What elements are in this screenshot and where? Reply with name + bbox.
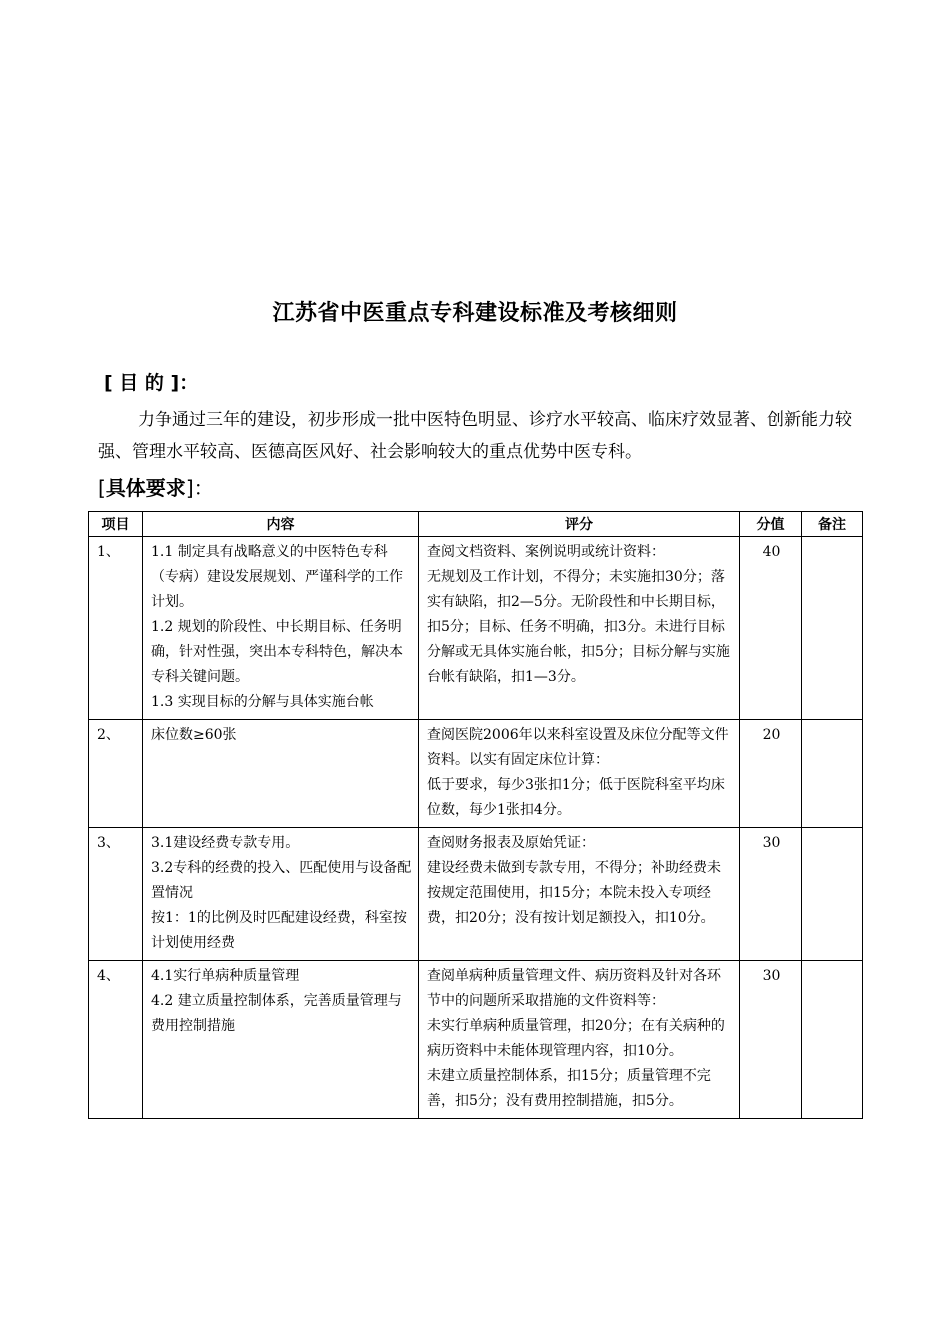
header-remarks: 备注 [802, 512, 863, 537]
content-line: 1.2 规划的阶段性、中长期目标、任务明确，针对性强，突出本专科特色，解决本专科关键问题。 [151, 619, 403, 685]
header-item: 项目 [89, 512, 143, 537]
scoring-line: 低于要求，每少3张扣1分；低于医院科室平均床位数，每少1张扣4分。 [427, 777, 725, 818]
table-row [89, 720, 863, 828]
row-points: 40 [740, 537, 802, 720]
table-header-row [89, 512, 863, 537]
scoring-line: 未实行单病种质量管理，扣20分；在有关病种的病历资料中未能体现管理内容，扣10分。 [427, 1018, 725, 1059]
header-scoring: 评分 [419, 512, 740, 537]
document-title: 江苏省中医重点专科建设标准及考核细则 [272, 301, 678, 326]
requirements-heading-label: 具体要求 [105, 476, 186, 500]
requirements-heading-close: ]： [185, 476, 214, 500]
scoring-line: 查阅文档资料、案例说明或统计资料： [427, 544, 665, 560]
row-content [143, 720, 419, 828]
requirements-heading-open: [ [98, 476, 106, 500]
content-line: 3.2专科的经费的投入、匹配使用与设备配置情况 [151, 860, 412, 901]
content-line: 3.1建设经费专款专用。 [151, 835, 300, 851]
content-line: 1.1 制定具有战略意义的中医特色专科（专病）建设发展规划、严谨科学的工作计划。 [151, 544, 403, 610]
row-item: 1、 [89, 537, 143, 720]
purpose-paragraph: 力争通过三年的建设，初步形成一批中医特色明显、诊疗水平较高、临床疗效显著、创新能力较强、管理水平较高、医德高医风好、社会影响较大的重点优势中医专科。 [98, 410, 852, 462]
row-scoring [419, 828, 740, 961]
header-content: 内容 [143, 512, 419, 537]
requirements-heading [98, 472, 214, 501]
scoring-line: 未建立质量控制体系，扣15分；质量管理不完善，扣5分；没有费用控制措施，扣5分。 [427, 1068, 711, 1109]
assessment-table [88, 511, 863, 1119]
content-line: 床位数≥60张 [151, 727, 237, 743]
table-row [89, 537, 863, 720]
purpose-heading: [ 目 的 ]： [104, 372, 199, 394]
table-row [89, 828, 863, 961]
content-line: 1.3 实现目标的分解与具体实施台帐 [151, 694, 374, 710]
row-remarks [802, 537, 863, 720]
scoring-line: 查阅单病种质量管理文件、病历资料及针对各环节中的问题所采取措施的文件资料等： [427, 968, 721, 1009]
scoring-line: 查阅医院2006年以来科室设置及床位分配等文件资料。以实有固定床位计算： [427, 727, 729, 768]
table-row [89, 961, 863, 1119]
row-content [143, 537, 419, 720]
content-line: 按1：1的比例及时匹配建设经费，科室按计划使用经费 [151, 910, 407, 951]
header-points: 分值 [740, 512, 802, 537]
row-scoring [419, 961, 740, 1119]
scoring-line: 无规划及工作计划，不得分；未实施扣30分；落实有缺陷，扣2—5分。无阶段性和中长期目标，扣5分；目标、任务不明确，扣3分。未进行目标分解或无具体实施台帐，扣5分；目标分解与实施台帐有缺陷，扣1—3分。 [427, 569, 730, 685]
content-line: 4.2 建立质量控制体系，完善质量管理与费用控制措施 [151, 993, 402, 1034]
scoring-line: 查阅财务报表及原始凭证： [427, 835, 595, 851]
row-scoring [419, 537, 740, 720]
row-scoring [419, 720, 740, 828]
content-line: 4.1实行单病种质量管理 [151, 968, 300, 984]
row-remarks [802, 828, 863, 961]
row-points: 20 [740, 720, 802, 828]
row-item: 2、 [89, 720, 143, 828]
row-item: 3、 [89, 828, 143, 961]
row-points: 30 [740, 828, 802, 961]
row-remarks [802, 720, 863, 828]
row-content [143, 828, 419, 961]
row-item: 4、 [89, 961, 143, 1119]
row-remarks [802, 961, 863, 1119]
scoring-line: 建设经费未做到专款专用，不得分；补助经费未按规定范围使用，扣15分；本院未投入专项经费，扣20分；没有按计划足额投入，扣10分。 [427, 860, 721, 926]
row-points: 30 [740, 961, 802, 1119]
row-content [143, 961, 419, 1119]
